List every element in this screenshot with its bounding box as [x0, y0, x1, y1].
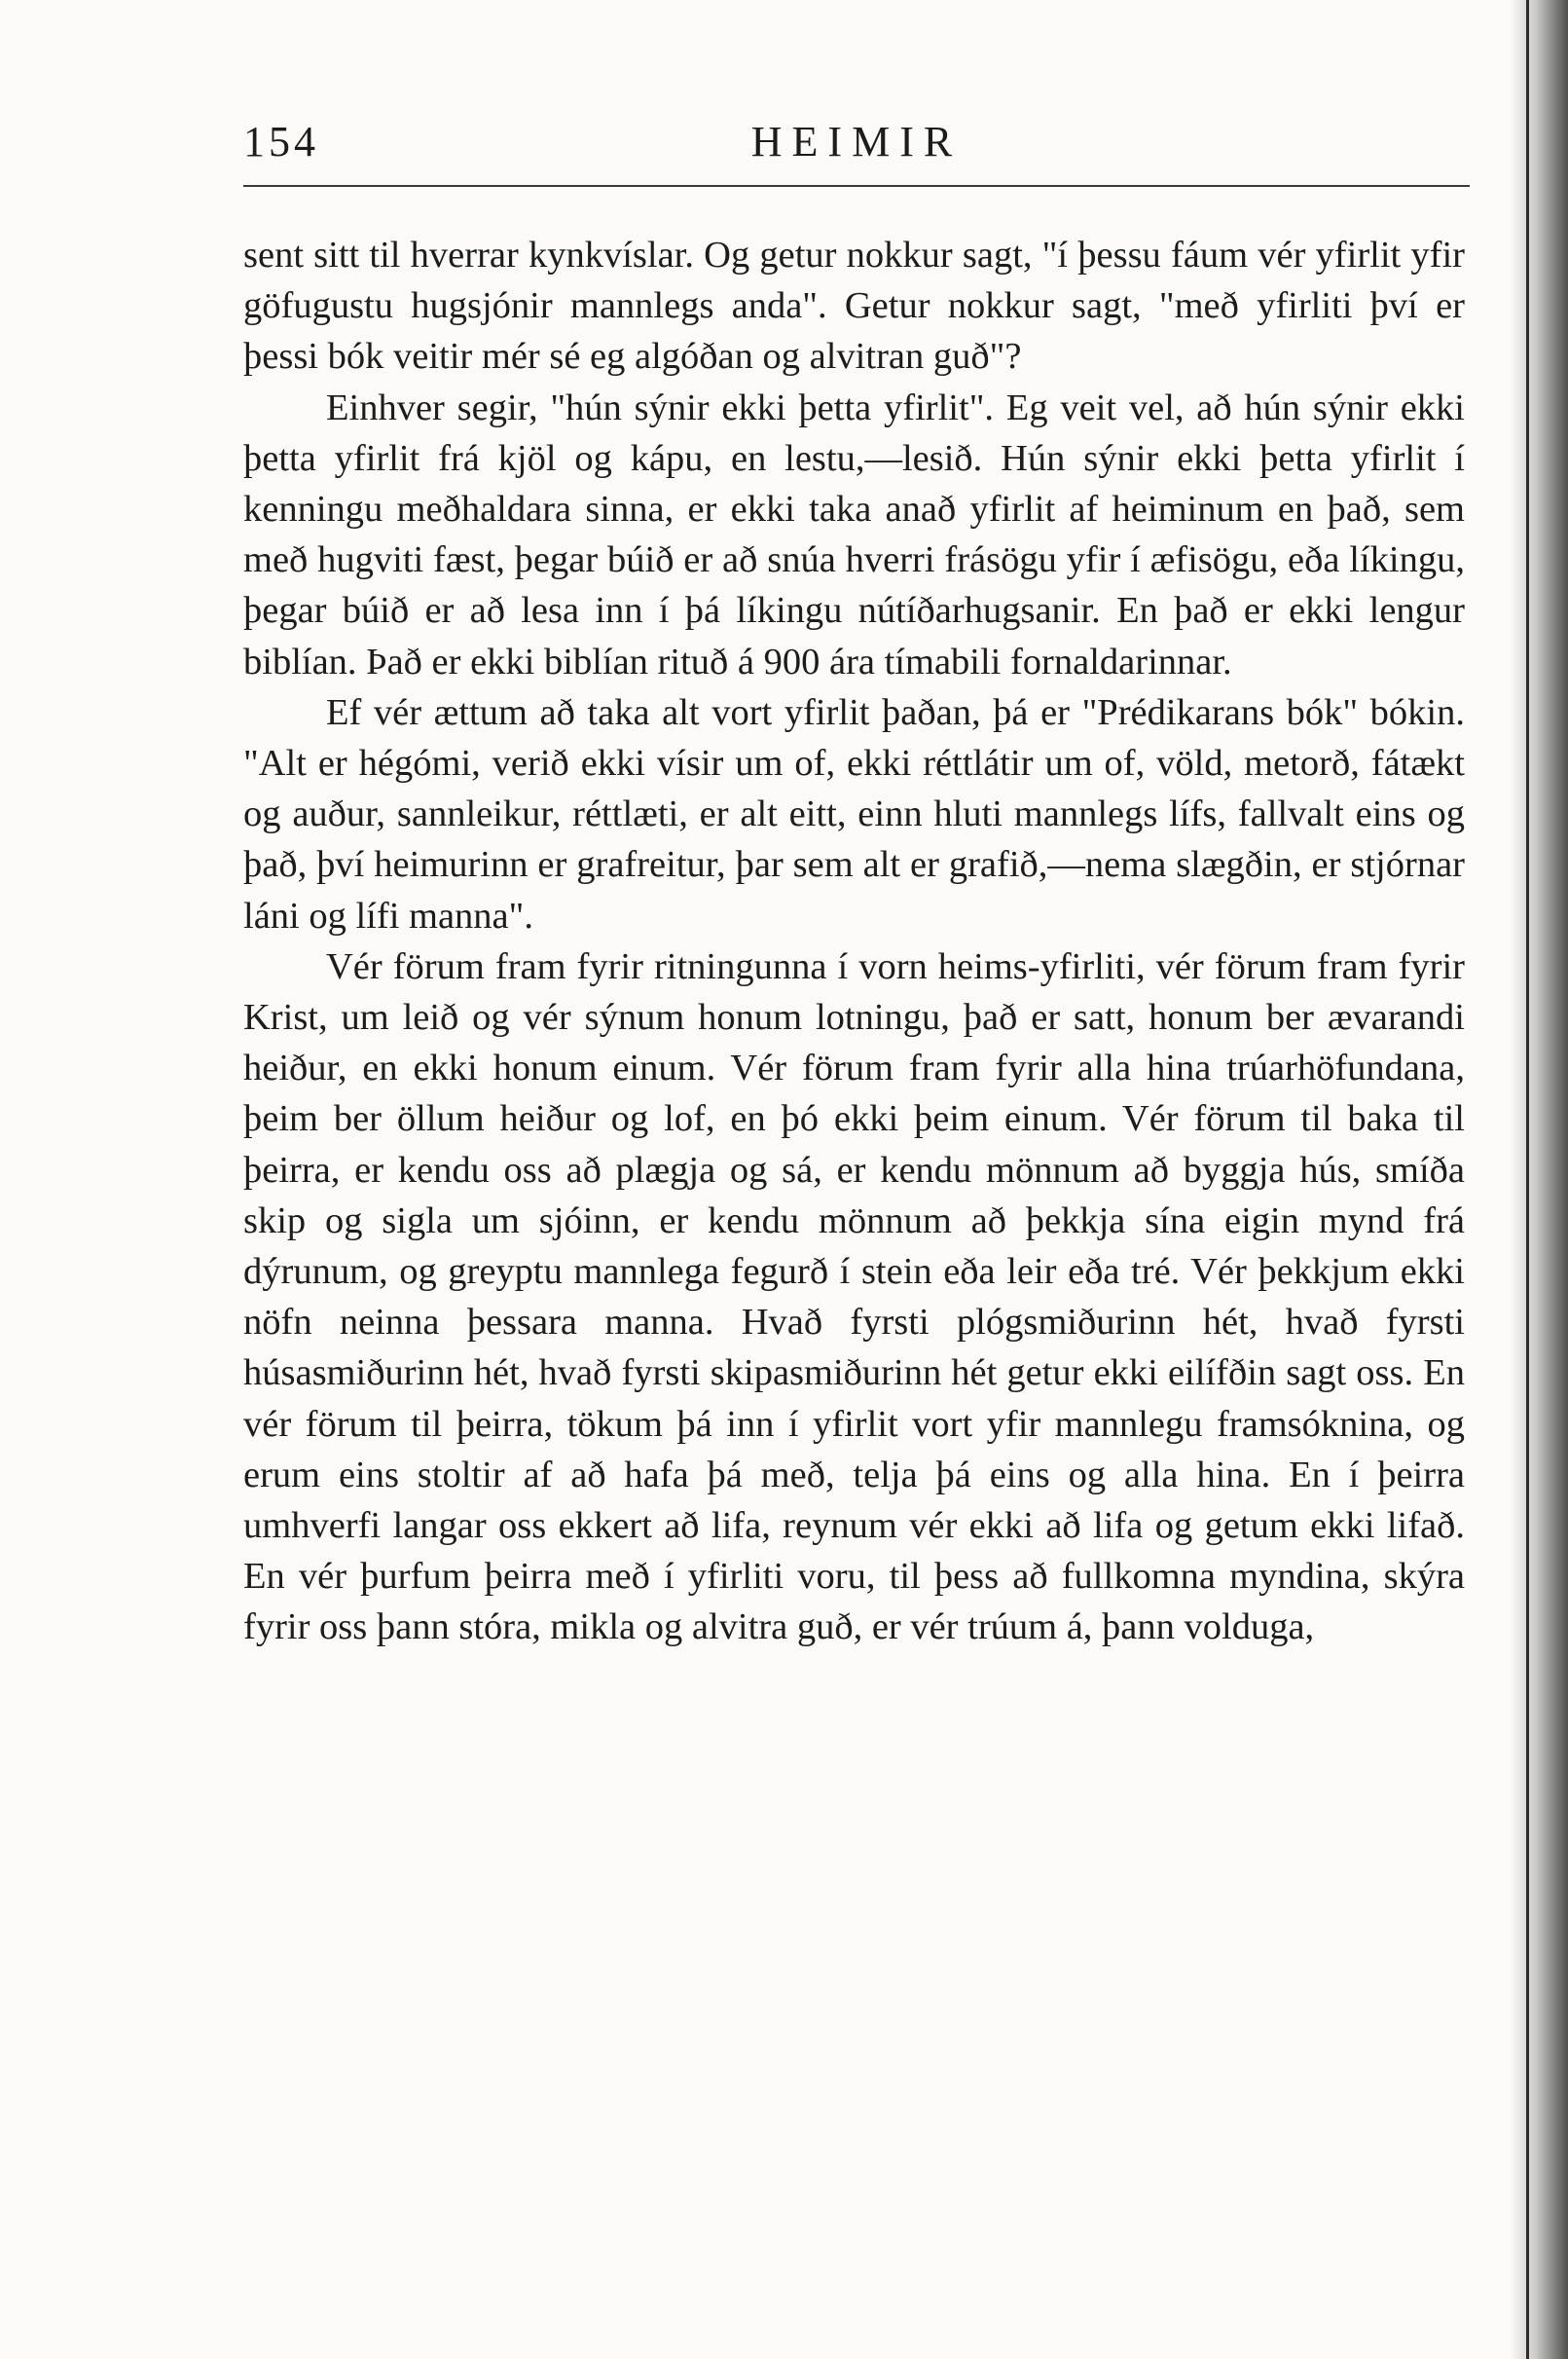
- paragraph-2: Einhver segir, "hún sýnir ekki þetta yfirlit". Eg veit vel, að hún sýnir ekki þetta yfirlit frá kjöl og kápu, en lestu,—lesið. Hún sýnir ekki þetta yfirlit í kenningu meðhaldara sinna, er ekki taka anað yfirlit af heiminum en það, sem með hugviti fæst, þegar búið er að snúa hverri frásögu yfir í æfisögu, eða líkingu, þegar búið er að lesa inn í þá líkingu nútíðarhugsanir. En það er ekki lengur biblían. Það er ekki biblían rituð á 900 ára tímabili fornaldarinnar.: [243, 387, 1465, 682]
- page-header: [243, 117, 1470, 175]
- page-edge-shadow: [1510, 0, 1568, 2359]
- running-head: HEIMIR: [750, 118, 963, 166]
- paragraph-1: sent sitt til hverrar kynkvíslar. Og getur nokkur sagt, "í þessu fáum vér yfirlit yfir göfugustu hugsjónir mannlegs anda". Getur nokkur sagt, "með yfirliti því er þessi bók veitir mér sé eg algóðan og alvitran guð"?: [243, 235, 1465, 378]
- body-text: [243, 230, 1465, 1653]
- header-rule: [243, 185, 1470, 187]
- page-number: 154: [243, 118, 319, 166]
- page-edge-line: [1526, 0, 1529, 2359]
- paragraph-4: Vér förum fram fyrir ritningunna í vorn heims-yfirliti, vér förum fram fyrir Krist, um leið og vér sýnum honum lotningu, það er satt, honum ber ævarandi heiður, en ekki honum einum. Vér förum fram fyrir alla hina trúarhöfundana, þeim ber öllum heiður og lof, en þó ekki þeim einum. Vér förum til baka til þeirra, er kendu oss að plægja og sá, er kendu mönnum að byggja hús, smíða skip og sigla um sjóinn, er kendu mönnum að þekkja sína eigin mynd frá dýrunum, og greyptu mannlega fegurð í stein eða leir eða tré. Vér þekkjum ekki nöfn neinna þessara manna. Hvað fyrsti plógsmiðurinn hét, hvað fyrsti húsasmiðurinn hét, hvað fyrsti skipasmiðurinn hét getur ekki eilífðin sagt oss. En vér förum til þeirra, tökum þá inn í yfirlit vort yfir mannlegu framsóknina, og erum eins stoltir af að hafa þá með, telja þá eins og alla hina. En í þeirra umhverfi langar oss ekkert að lifa, reynum vér ekki að lifa og getum ekki lifað. En vér þurfum þeirra með í yfirliti voru, til þess að fullkomna myndina, skýra fyrir oss þann stóra, mikla og alvitra guð, er vér trúum á, þann volduga,: [243, 945, 1465, 1648]
- paragraph-3: Ef vér ættum að taka alt vort yfirlit þaðan, þá er "Prédikarans bók" bókin. "Alt er hégómi, verið ekki vísir um of, ekki réttlátir um of, völd, metorð, fátækt og auður, sannleikur, réttlæti, er alt eitt, einn hluti mannlegs lífs, fallvalt eins og það, því heimurinn er grafreitur, þar sem alt er grafið,—nema slægðin, er stjórnar láni og lífi manna".: [243, 691, 1465, 937]
